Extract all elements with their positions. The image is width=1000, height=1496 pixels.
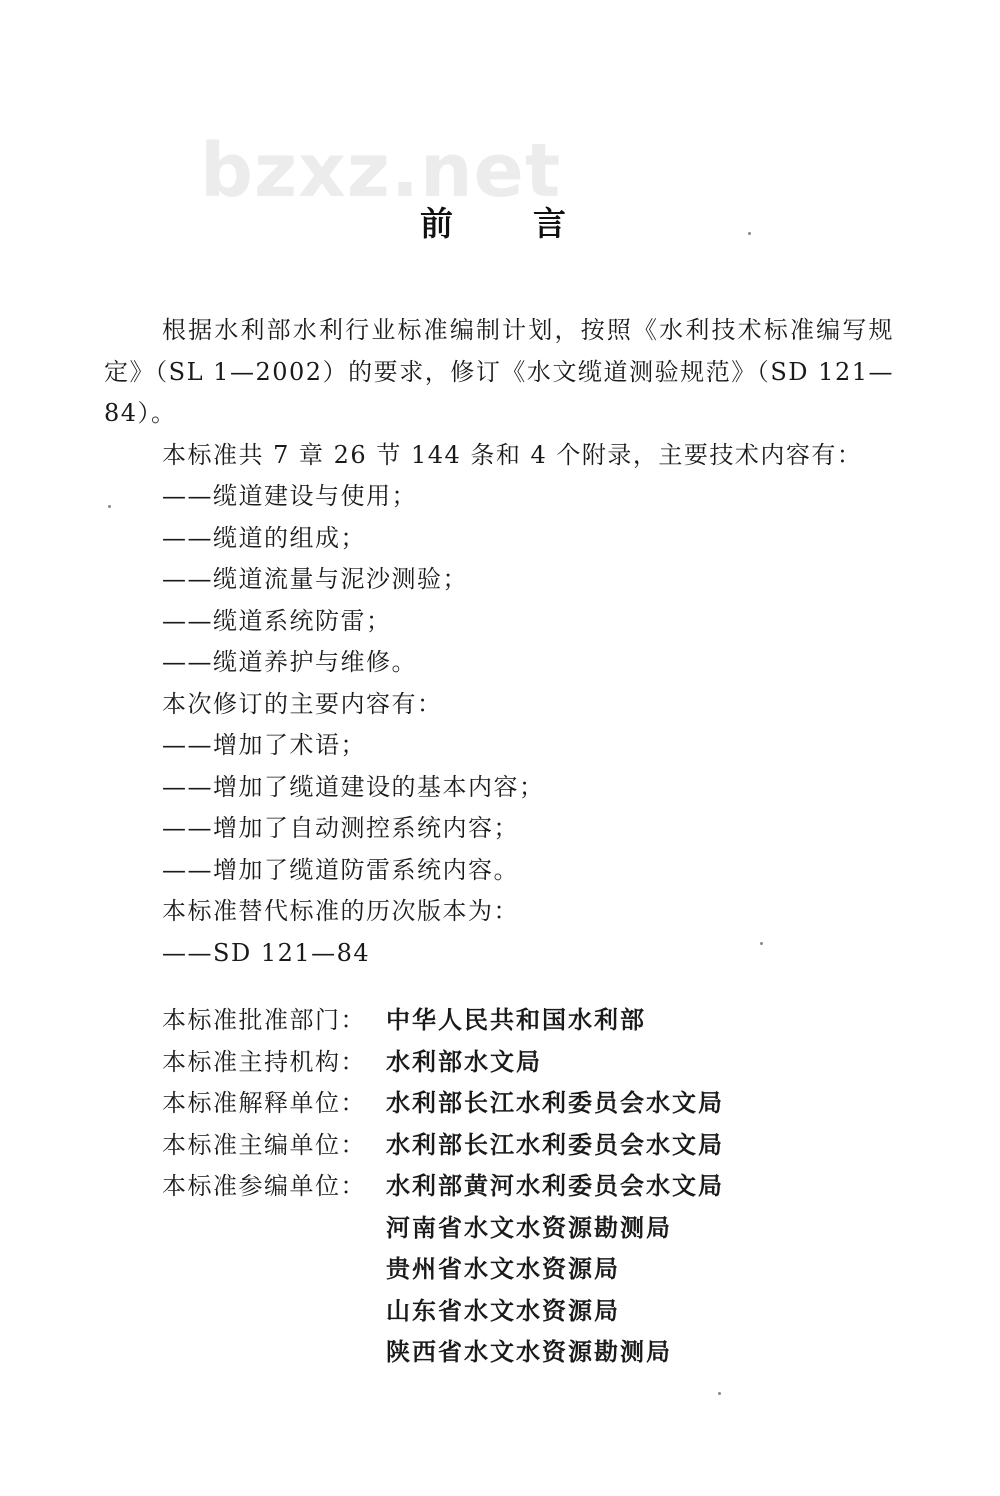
- scope-item: ——缆道的组成；: [162, 523, 366, 552]
- replaced-item: ——SD 121—84: [162, 938, 371, 967]
- org-values: [386, 1083, 724, 1125]
- org-values: [386, 1042, 542, 1084]
- preface-body: [104, 310, 894, 1374]
- scope-item: ——缆道系统防雷；: [162, 606, 392, 635]
- org-label: 本标准批准部门：: [162, 1006, 366, 1034]
- org-row-chief-editor: [104, 1125, 894, 1167]
- revision-item: ——增加了缆道防雷系统内容。: [162, 855, 519, 884]
- watermark: bzxz.net: [200, 128, 562, 214]
- org-value: 河南省水文水资源勘测局: [386, 1213, 672, 1242]
- scan-speck: [760, 942, 763, 945]
- revision-heading: 本次修订的主要内容有：: [162, 689, 443, 718]
- scope-heading: 本标准共 7 章 26 节 144 条和 4 个附录，主要技术内容有：: [162, 440, 863, 469]
- org-value: 贵州省水文水资源局: [386, 1255, 620, 1283]
- org-value: 水利部黄河水利委员会水文局: [386, 1172, 724, 1200]
- org-value: 水利部水文局: [386, 1047, 542, 1076]
- revision-item: ——增加了自动测控系统内容；: [162, 814, 519, 842]
- page-title: 前言: [420, 204, 646, 243]
- org-value: 中华人民共和国水利部: [386, 1006, 646, 1034]
- org-row-host: [104, 1042, 894, 1084]
- org-value: 水利部长江水利委员会水文局: [386, 1130, 724, 1159]
- org-value: 陕西省水文水资源勘测局: [386, 1338, 672, 1366]
- scope-item: ——缆道建设与使用；: [162, 482, 417, 510]
- org-label: 本标准解释单位：: [162, 1089, 366, 1117]
- section-gap: [104, 974, 894, 1000]
- org-label: 本标准参编单位：: [162, 1172, 366, 1200]
- scope-item: ——缆道养护与维修。: [162, 648, 417, 676]
- org-row-interpretation: [104, 1083, 894, 1125]
- scan-speck: [748, 232, 751, 235]
- scan-speck: [718, 1392, 721, 1395]
- org-label: 本标准主持机构：: [162, 1047, 366, 1076]
- org-value: 水利部长江水利委员会水文局: [386, 1089, 724, 1117]
- org-label: 本标准主编单位：: [162, 1130, 366, 1159]
- replaced-heading: 本标准替代标准的历次版本为：: [162, 897, 519, 925]
- org-values: [386, 1000, 646, 1042]
- scan-speck: [108, 505, 111, 508]
- intro-paragraph: 根据水利部水利行业标准编制计划，按照《水利技术标准编写规定》（SL 1—2002）的要求，修订《水文缆道测验规范》（SD 121—84）。: [104, 316, 894, 427]
- org-row-participating: [104, 1166, 894, 1374]
- revision-item: ——增加了缆道建设的基本内容；: [162, 772, 545, 801]
- org-value: 山东省水文水资源局: [386, 1296, 620, 1325]
- org-values: [386, 1125, 724, 1167]
- org-row-approval: [104, 1000, 894, 1042]
- scope-item: ——缆道流量与泥沙测验；: [162, 565, 468, 593]
- org-values: [386, 1166, 724, 1374]
- revision-item: ——增加了术语；: [162, 731, 366, 759]
